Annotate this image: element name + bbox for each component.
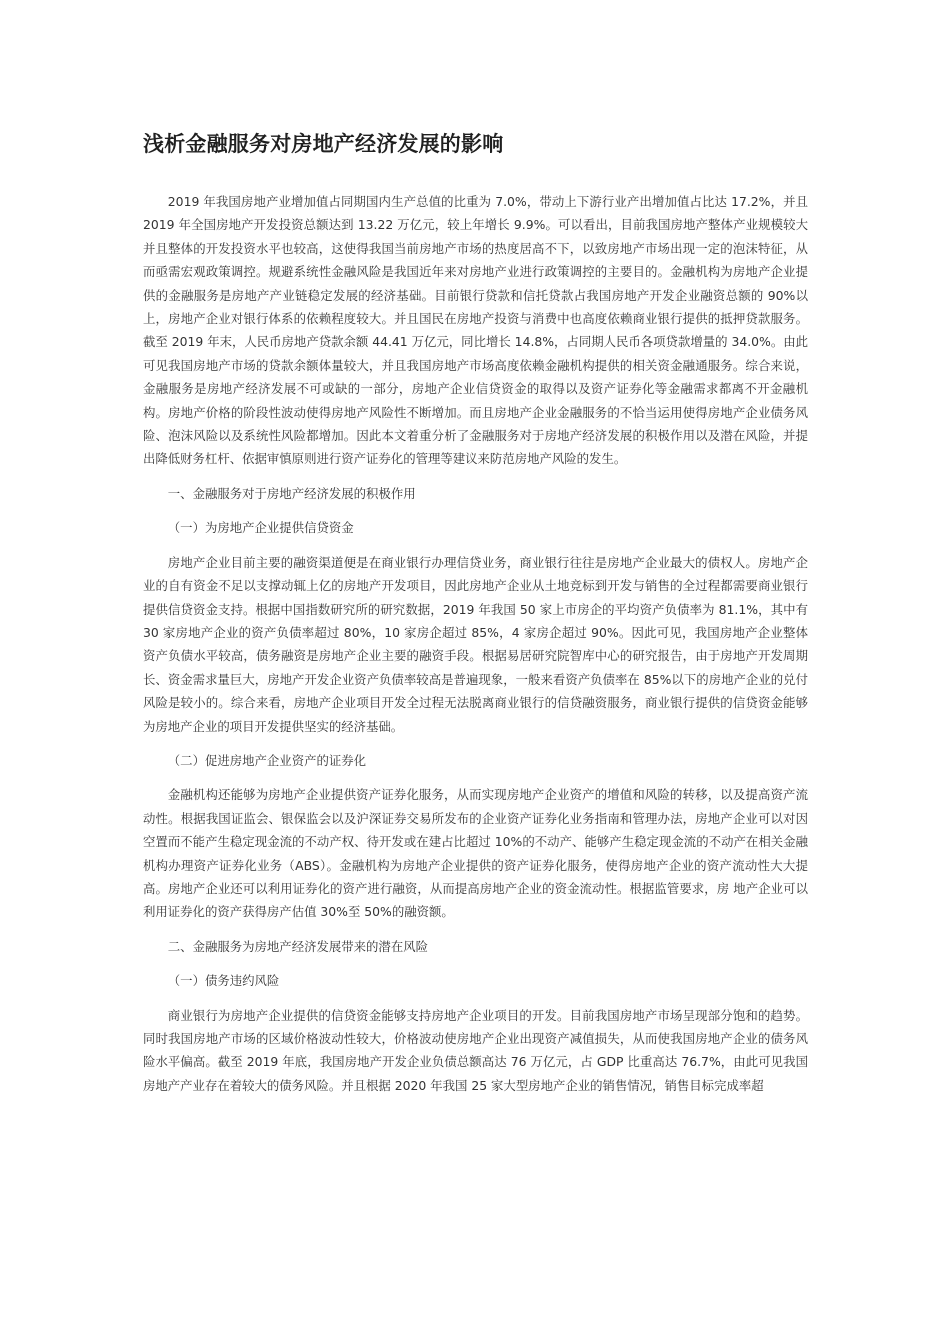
- page-title: 浅析金融服务对房地产经济发展的影响: [143, 132, 504, 156]
- subsection-heading-2-1: （一）债务违约风险: [167, 973, 280, 989]
- section-heading-2: 二、金融服务为房地产经济发展带来的潜在风险: [167, 938, 428, 954]
- section-heading-1: 一、金融服务对于房地产经济发展的积极作用: [167, 485, 416, 501]
- body-paragraph-debt-risk: 商业银行为房地产企业提供的信贷资金能够支持房地产企业项目的开发。目前我国房地产市场呈现部分饱和的趋势。同时我国房地产市场的区域价格波动性较大，价格波动使房地产企业出现资产减值损失，从而使我国房地产企业的债务风险水平偏高。截至 2019 年底，我国房地产开发企业负债总额高达 76 万亿元，占 GDP 比重高达 76.7%，由此可见我国房地产产业存在着较大的债务风险。并且根据 2020 年我国 25 家大型房地产企业的销售情况，销售目标完成率超: [143, 1007, 808, 1093]
- intro-paragraph: 2019 年我国房地产业增加值占同期国内生产总值的比重为 7.0%，带动上下游行业产出增加值占比达 17.2%，并且 2019 年全国房地产开发投资总额达到 13.22 万亿元，较上年增长 9.9%。可以看出，目前我国房地产整体产业规模较大并且整体的开发投资水平也较高，这使得我国当前房地产市场的热度居高不下，以致房地产市场出现一定的泡沫特征，从而亟需宏观政策调控。规避系统性金融风险是我国近年来对房地产业进行政策调控的主要目的。金融机构为房地产企业提供的金融服务是房地产产业链稳定发展的经济基础。目前银行贷款和信托贷款占我国房地产开发企业融资总额的 90%以上，房地产企业对银行体系的依赖程度较大。并且国民在房地产投资与消费中也高度依赖商业银行提供的抵押贷款服务。截至 2019 年末，人民币房地产贷款余额 44.41 万亿元，同比增长 14.8%，占同期人民币各项贷款增量的 34.0%。由此可见我国房地产市场的贷款余额体量较大，并且我国房地产市场高度依赖金融机构提供的相关资金融通服务。综合来说，金融服务是房地产经济发展不可或缺的一部分，房地产企业信贷资金的取得以及资产证券化等金融需求都离不开金融机构。房地产价格的阶段性波动使得房地产风险性不断增加。而且房地产企业金融服务的不恰当运用使得房地产企业债务风险、泡沫风险以及系统性风险都增加。因此本文着重分析了金融服务对于房地产经济发展的积极作用以及潜在风险，并提出降低财务杠杆、依据审慎原则进行资产证券化的管理等建议来防范房地产风险的发生。: [143, 194, 808, 467]
- body-paragraph-securitization: 金融机构还能够为房地产企业提供资产证券化服务，从而实现房地产企业资产的增值和风险的转移，以及提高资产流动性。根据我国证监会、银保监会以及沪深证券交易所发布的企业资产证券化业务指南和管理办法，房地产企业可以对因空置而不能产生稳定现金流的不动产权、待开发或在建占比超过 10%的不动产、能够产生稳定现金流的不动产在相关金融机构办理资产证券化业务（ABS）。金融机构为房地产企业提供的资产证券化服务，使得房地产企业的资产流动性大大提高。房地产企业还可以利用证券化的资产进行融资，从而提高房地产企业的资金流动性。根据监管要求，房 地产企业可以利用证券化的资产获得房产估值 30%至 50%的融资额。: [143, 787, 808, 920]
- subsection-heading-1-1: （一）为房地产企业提供信贷资金: [167, 520, 354, 536]
- subsection-heading-1-2: （二）促进房地产企业资产的证券化: [167, 752, 367, 768]
- body-paragraph-credit: 房地产企业目前主要的融资渠道便是在商业银行办理信贷业务，商业银行往往是房地产企业最大的债权人。房地产企业的自有资金不足以支撑动辄上亿的房地产开发项目，因此房地产企业从土地竞标到开发与销售的全过程都需要商业银行提供信贷资金支持。根据中国指数研究所的研究数据，2019 年我国 50 家上市房企的平均资产负债率为 81.1%，其中有 30 家房地产企业的资产负债率超过 80%，10 家房企超过 85%，4 家房企超过 90%。因此可见，我国房地产企业整体资产负债水平较高，债务融资是房地产企业主要的融资手段。根据易居研究院智库中心的研究报告，由于房地产开发周期长、资金需求量巨大，房地产开发企业资产负债率较高是普遍现象，一般来看资产负债率在 85%以下的房地产企业的兑付风险是较小的。综合来看，房地产企业项目开发全过程无法脱离商业银行的信贷融资服务，商业银行提供的信贷资金能够为房地产企业的项目开发提供坚实的经济基础。: [143, 554, 808, 734]
